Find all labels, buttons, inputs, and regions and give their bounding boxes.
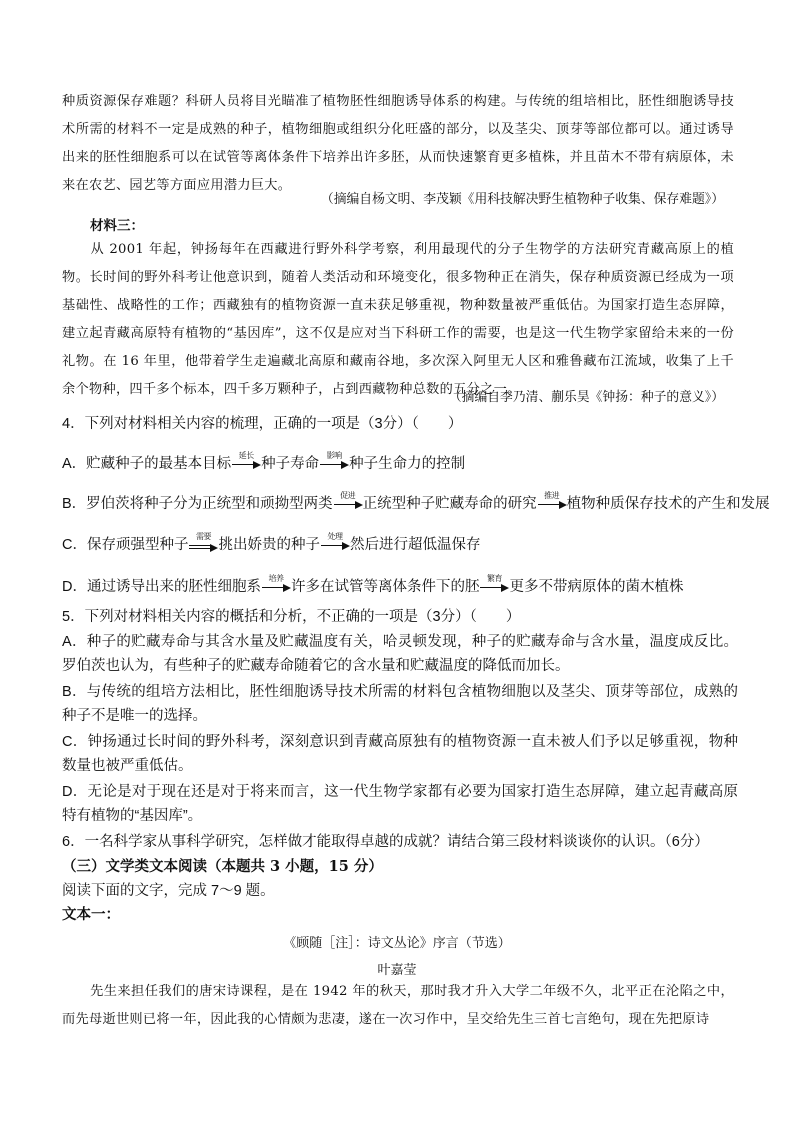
- option-a-suffix: 种子生命力的控制: [349, 456, 466, 472]
- text-1-author: 叶嘉莹: [377, 963, 417, 978]
- question-4-option-b: [62, 491, 770, 516]
- arrow-label: 推进: [544, 491, 560, 500]
- option-d-suffix: 更多不带病原体的菌木植株: [509, 579, 684, 595]
- text-1-paragraph: [62, 978, 734, 1034]
- arrow-label: 处理: [327, 532, 343, 541]
- option-c-suffix: 然后进行超低温保存: [349, 537, 481, 553]
- arrow-icon: [537, 492, 567, 516]
- question-5-option-d: D．无论是对于现在还是对于将来而言，这一代生物学家都有必要为国家打造生态屏障，建立起青藏高原特有植物的“基因库”。: [62, 784, 738, 824]
- arrow-icon: [320, 533, 350, 557]
- question-4-option-a: [62, 452, 738, 476]
- arrow-icon: [188, 533, 218, 557]
- question-6-stem: 6．一名科学家从事科学研究，怎样做才能取得卓越的成就？请结合第三段材料谈谈你的认识。（6分）: [62, 834, 709, 850]
- option-d-prefix: D．通过诱导出来的胚性细胞系: [62, 579, 261, 595]
- material-3-heading: 材料三：: [90, 218, 144, 234]
- arrow-label: 促进: [340, 491, 356, 500]
- material-3-source: （摘编自李乃清、蒯乐昊《钟扬：种子的意义》）: [448, 390, 724, 405]
- arrow-label: 延长: [238, 451, 254, 460]
- arrow-label: 培养: [268, 574, 284, 583]
- section-3-instruction: 阅读下面的文字，完成 7～9 题。: [62, 883, 275, 899]
- option-b-mid: 正统型种子贮藏寿命的研究: [362, 496, 537, 512]
- arrow-icon: [319, 452, 349, 476]
- question-5-stem: 5．下列对材料相关内容的概括和分析，不正确的一项是（3分）（ ）: [62, 609, 521, 625]
- question-4-stem: 4．下列对材料相关内容的梳理，正确的一项是（3分）（ ）: [62, 416, 463, 432]
- arrow-icon: [479, 575, 509, 599]
- material-3-paragraph: [62, 236, 734, 404]
- question-4-option-d: [62, 575, 738, 599]
- option-c-prefix: C．保存顽强型种子: [62, 537, 189, 553]
- arrow-icon: [261, 575, 291, 599]
- material-2-tail-paragraph: 种质资源保存难题？科研人员将目光瞄准了植物胚性细胞诱导体系的构建。与传统的组培相比，胚性细胞诱导技术所需的材料不一定是成熟的种子，植物细胞或组织分化旺盛的部分，以及茎尖、顶芽等部位都可以。通过诱导出来的胚性细胞系可以在试管等离体条件下培养出许多胚，从而快速繁育更多植株，并且苗木不带有病原体，未来在农艺、园艺等方面应用潜力巨大。: [62, 94, 734, 193]
- question-5-option-b: B．与传统的组培方法相比，胚性细胞诱导技术所需的材料包含植物细胞以及茎尖、顶芽等部位，成熟的种子不是唯一的选择。: [62, 684, 738, 724]
- arrow-label: 需要: [195, 532, 211, 541]
- question-4-option-c: [62, 533, 738, 557]
- option-a-prefix: A．贮藏种子的最基本目标: [62, 456, 232, 472]
- text-1-title: 《顾随［注］：诗文丛论》序言（节选）: [283, 936, 511, 951]
- arrow-icon: [231, 452, 261, 476]
- option-b-prefix: B．罗伯茨将种子分为正统型和顽拗型两类: [62, 496, 333, 512]
- material-3-body: 从 2001 年起，钟扬每年在西藏进行野外科学考察，利用最现代的分子生物学的方法研究青藏高原上的植物。长时间的野外科考让他意识到，随着人类活动和环境变化，很多物种正在消失，保存种质资源已经成为一项基础性、战略性的工作；西藏独有的植物资源一直未获足够重视，物种数量被严重低估。为国家打造生态屏障，建立起青藏高原特有植物的“基因库”，这不仅是应对当下科研工作的需要，也是这一代生物学家留给未来的一份礼物。在 16 年里，他带着学生走遍藏北高原和藏南谷地，多次深入阿里无人区和雅鲁藏布江流域，收集了上千余个物种，四千多个标本，四千多万颗种子，占到西藏物种总数的五分之一。: [62, 242, 734, 397]
- text-1-body: 先生来担任我们的唐宋诗课程，是在 1942 年的秋天，那时我才升入大学二年级不久，北平正在沦陷之中，而先母逝世则已将一年，因此我的心情颇为悲凄，遂在一次习作中，呈交给先生三首七言绝句，现在先把原诗: [62, 984, 734, 1027]
- option-d-mid: 许多在试管等离体条件下的胚: [290, 579, 480, 595]
- option-b-suffix: 植物种质保存技术的产生和发展: [566, 496, 770, 512]
- material-2-source: （摘编自杨文明、李茂颖《用科技解决野生植物种子收集、保存难题》）: [320, 192, 724, 207]
- question-5-option-a: A．种子的贮藏寿命与其含水量及贮藏温度有关，哈灵顿发现，种子的贮藏寿命与含水量，温度成反比。罗伯茨也认为，有些种子的贮藏寿命随着它的含水量和贮藏温度的降低而加长。: [62, 634, 738, 674]
- arrow-icon: [333, 492, 363, 516]
- option-c-mid: 挑出娇贵的种子: [218, 537, 320, 553]
- text-1-label: 文本一：: [62, 907, 120, 923]
- section-3-heading: （三）文学类文本阅读（本题共 3 小题，15 分）: [62, 858, 383, 875]
- option-a-mid: 种子寿命: [261, 456, 320, 472]
- question-5-option-c: C．钟扬通过长时间的野外科考，深刻意识到青藏高原独有的植物资源一直未被人们予以足够重视，物种数量也被严重低估。: [62, 734, 738, 774]
- arrow-label: 繁育: [486, 574, 502, 583]
- arrow-label: 影响: [326, 451, 342, 460]
